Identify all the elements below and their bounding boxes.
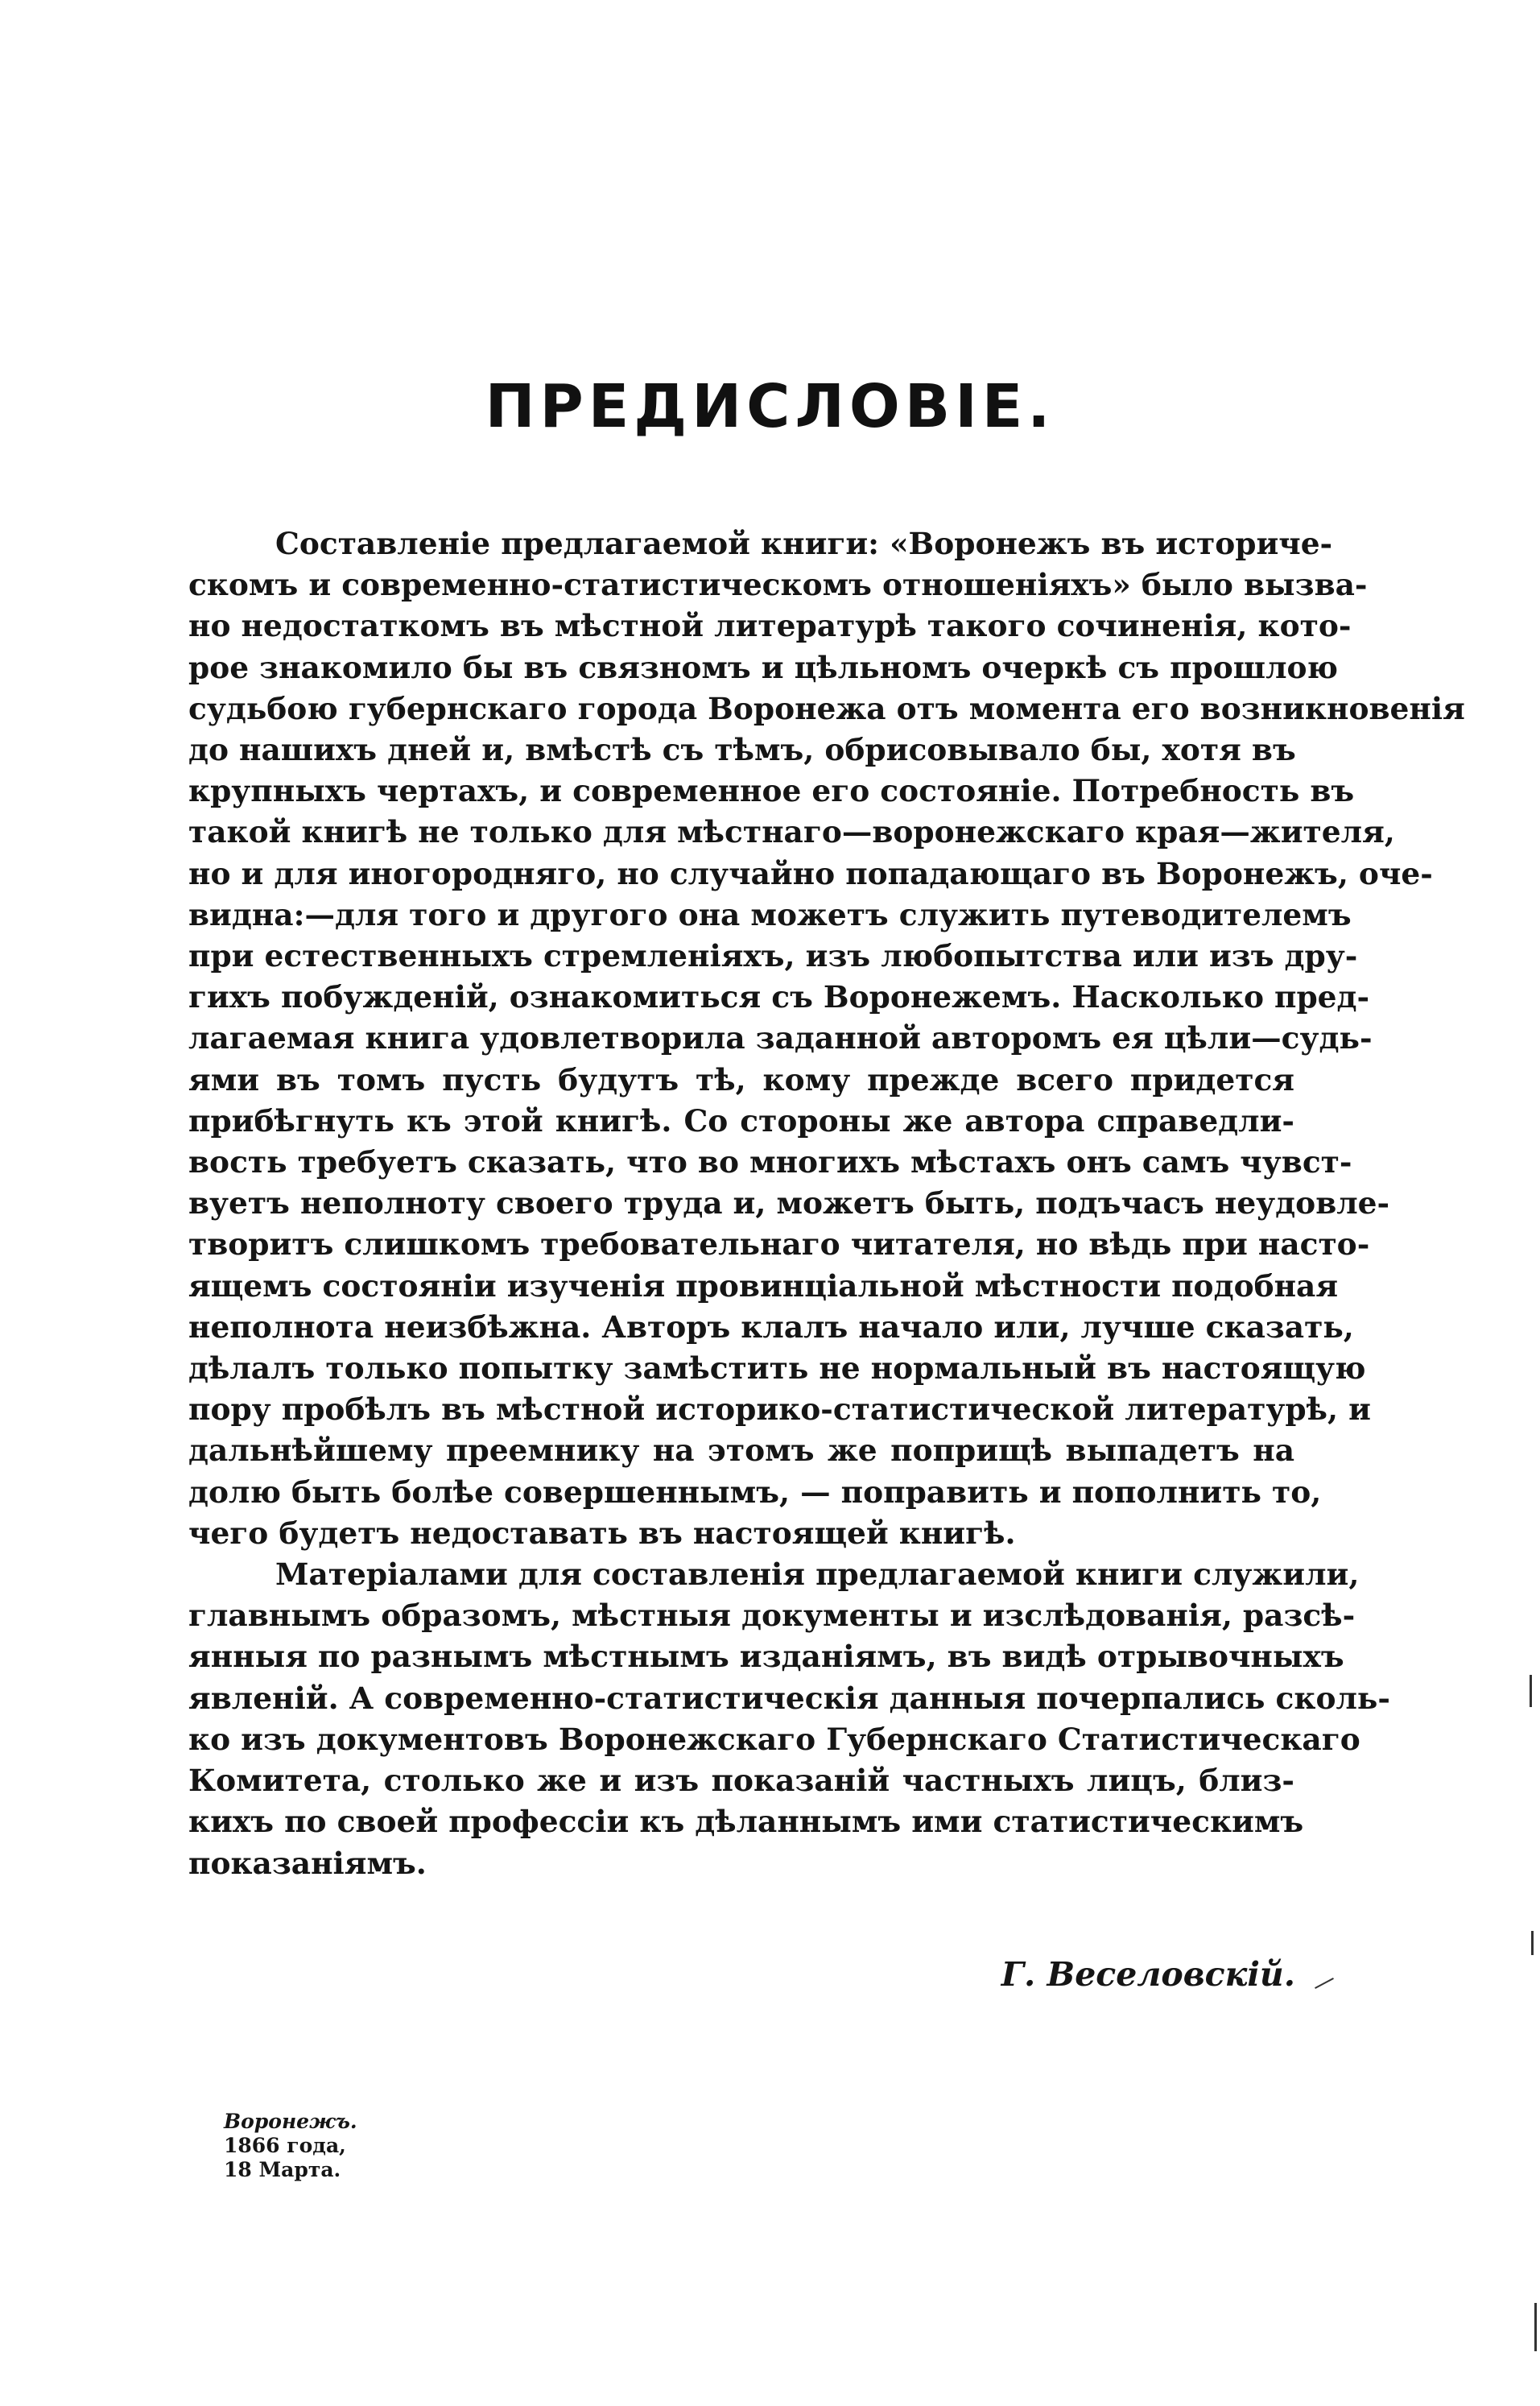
text-line: пору пробѣлъ въ мѣстной историко-статистической литературѣ, и: [188, 1391, 1371, 1428]
text-line: до нашихъ дней и, вмѣстѣ съ тѣмъ, обрисовывало бы, хотя въ: [188, 732, 1296, 768]
text-line: но и для иногородняго, но случайно попадающаго въ Воронежъ, оче-: [188, 855, 1433, 891]
paragraph-1: [188, 523, 1465, 1554]
text-line: крупныхъ чертахъ, и современное его состояніе. Потребность въ: [188, 773, 1355, 809]
dateline-day: 18 Марта.: [224, 2158, 341, 2181]
scan-speck: [1534, 2303, 1537, 2351]
text-line: видна:—для того и другого она можетъ служить путеводителемъ: [188, 896, 1352, 932]
preface-body: [188, 523, 1465, 1884]
paragraph-2: [188, 1554, 1390, 1884]
dateline: [224, 2110, 357, 2182]
text-line: при естественныхъ стремленіяхъ, изъ любопытства или изъ дру-: [188, 938, 1358, 974]
scan-speck: [1531, 1931, 1534, 1955]
text-line: ко изъ документовъ Воронежскаго Губернскаго Статистическаго: [188, 1721, 1360, 1757]
dateline-place: Воронежъ.: [224, 2110, 357, 2133]
text-line: но недостаткомъ въ мѣстной литературѣ такого сочиненія, кото-: [188, 608, 1352, 644]
text-line: янныя по разнымъ мѣстнымъ изданіямъ, въ видѣ отрывочныхъ: [188, 1639, 1344, 1675]
text-line: показаніямъ.: [188, 1845, 427, 1881]
text-line: Составленіе предлагаемой книги: «Воронежъ въ историче-: [275, 526, 1333, 561]
dateline-year: 1866 года,: [224, 2134, 346, 2157]
text-line: главнымъ образомъ, мѣстныя документы и изслѣдованія, разсѣ-: [188, 1598, 1356, 1634]
text-line: вость требуетъ сказать, что во многихъ мѣстахъ онъ самъ чувст-: [188, 1144, 1352, 1180]
text-line: неполнота неизбѣжна. Авторъ клалъ начало или, лучше сказать,: [188, 1308, 1354, 1345]
text-line: дѣлалъ только попытку замѣстить не нормальный въ настоящую: [188, 1350, 1366, 1387]
text-line: Матеріалами для составленія предлагаемой книги служили,: [275, 1556, 1360, 1593]
text-line: долю быть болѣе совершеннымъ, — поправить и пополнить то,: [188, 1474, 1322, 1510]
text-line: вуетъ неполноту своего труда и, можетъ быть, подъчасъ неудовле-: [188, 1185, 1390, 1222]
text-line: явленій. А современно-статистическія данныя почерпались сколь-: [188, 1680, 1390, 1716]
text-line: чего будетъ недоставать въ настоящей книгѣ.: [188, 1515, 1016, 1551]
text-line: дальнѣйшему преемнику на этомъ же поприщѣ выпадетъ на: [188, 1432, 1294, 1469]
text-line: скомъ и современно-статистическомъ отношеніяхъ» было вызва-: [188, 567, 1368, 603]
text-line: такой книгѣ не только для мѣстнаго—воронежскаго края—жителя,: [188, 814, 1395, 850]
text-line: рое знакомило бы въ связномъ и цѣльномъ очеркѣ съ прошлою: [188, 649, 1339, 685]
text-line: Комитета, столько же и изъ показаній частныхъ лицъ, близ-: [188, 1763, 1294, 1799]
text-line: гихъ побужденій, ознакомиться съ Воронежемъ. Насколько пред-: [188, 979, 1370, 1015]
text-line: ящемъ состояніи изученія провинціальной мѣстности подобная: [188, 1267, 1339, 1304]
scan-speck: [1315, 1978, 1334, 1989]
author-signature: Г. Веселовскій.: [1001, 1955, 1295, 1994]
text-line: творитъ слишкомъ требовательнаго читателя, но вѣдь при насто-: [188, 1226, 1370, 1263]
text-line: ями въ томъ пусть будутъ тѣ, кому прежде всего придется: [188, 1061, 1294, 1098]
text-line: кихъ по своей профессіи къ дѣланнымъ ими статистическимъ: [188, 1804, 1304, 1840]
text-line: судьбою губернскаго города Воронежа отъ момента его возникновенія: [188, 690, 1465, 726]
text-line: прибѣгнуть къ этой книгѣ. Со стороны же автора справедли-: [188, 1102, 1294, 1139]
page-title: ПРЕДИСЛОВІЕ.: [485, 372, 1055, 441]
text-line: лагаемая книга удовлетворила заданной авторомъ ея цѣли—судь-: [188, 1020, 1373, 1056]
scan-speck: [1530, 1675, 1532, 1707]
